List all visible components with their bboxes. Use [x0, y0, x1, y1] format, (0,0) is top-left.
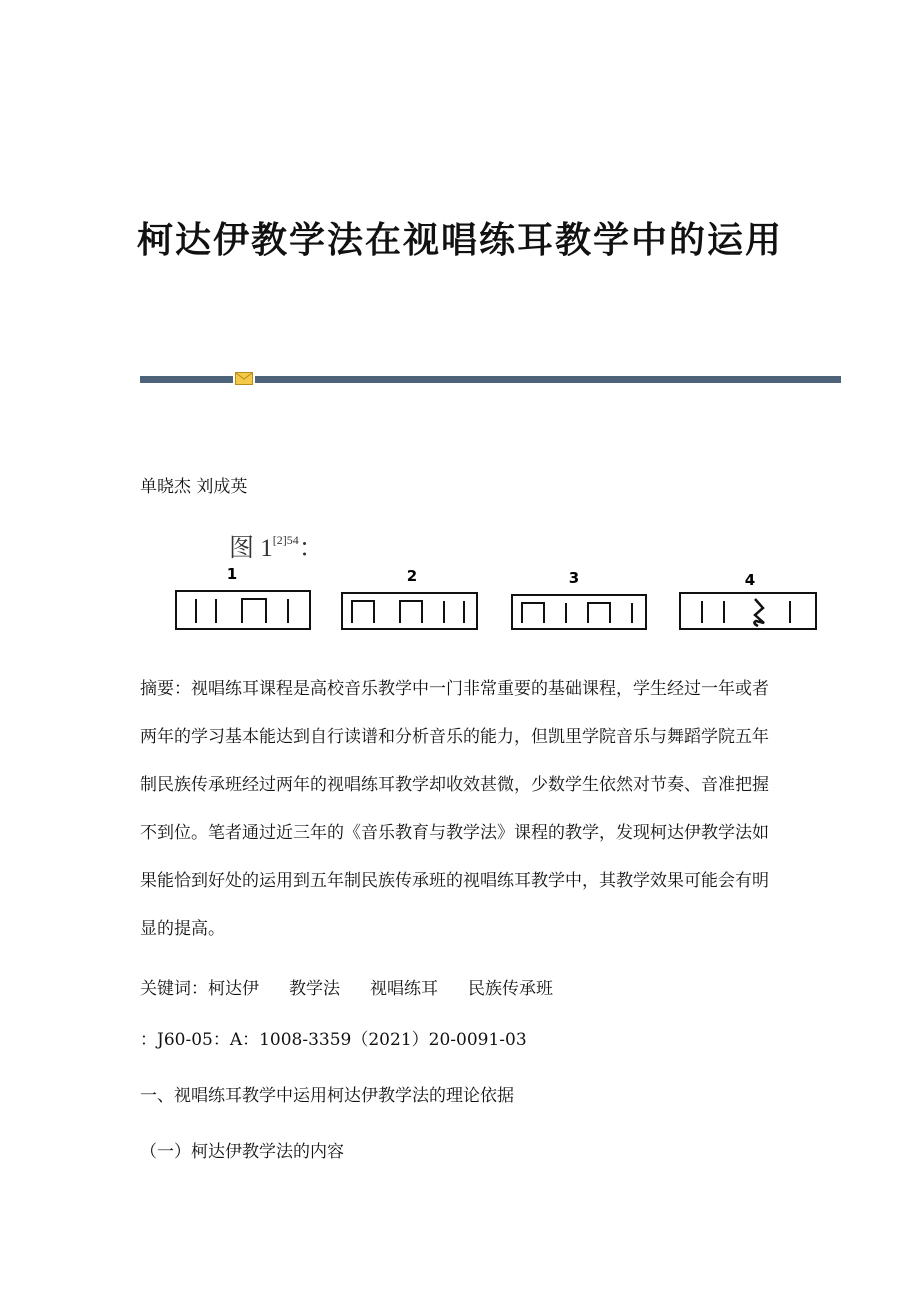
figure-caption-main: 图 1	[229, 535, 273, 562]
rhythm-box-number: 4	[744, 571, 756, 589]
rhythm-box	[176, 591, 310, 629]
rhythm-box	[342, 593, 477, 629]
rhythm-box-number: 2	[406, 567, 418, 585]
title-rule-right	[255, 376, 841, 383]
keywords	[140, 965, 780, 1013]
keywords-label: 关键词：	[140, 979, 208, 999]
figure-caption	[229, 528, 324, 564]
document-title: 柯达伊教学法在视唱练耳教学中的运用	[136, 219, 783, 261]
figure-caption-colon: ：	[298, 535, 324, 562]
rhythm-figure	[170, 565, 822, 635]
rhythm-box	[512, 595, 646, 629]
rhythm-box-number: 1	[226, 565, 238, 583]
rhythm-box	[680, 593, 816, 629]
abstract-label: 摘要：	[140, 679, 191, 699]
keyword: 柯达伊	[208, 979, 259, 999]
quarter-rest-icon	[754, 599, 764, 626]
classification-codes: ：J60-05：A：1008-3359（2021）20-0091-03	[140, 1030, 527, 1050]
envelope-icon	[235, 372, 253, 385]
figure-caption-citation: [2]54	[272, 533, 299, 547]
subsection-heading: （一）柯达伊教学法的内容	[140, 1142, 344, 1162]
abstract	[140, 665, 780, 953]
keyword: 民族传承班	[468, 979, 553, 999]
keyword: 视唱练耳	[370, 979, 438, 999]
rhythm-box-number: 3	[568, 569, 580, 587]
section-heading: 一、视唱练耳教学中运用柯达伊教学法的理论依据	[140, 1086, 514, 1106]
abstract-text: 视唱练耳课程是高校音乐教学中一门非常重要的基础课程，学生经过一年或者两年的学习基本能达到自行读谱和分析音乐的能力，但凯里学院音乐与舞蹈学院五年制民族传承班经过两年的视唱练耳教学却收效甚微，少数学生依然对节奏、音准把握不到位。笔者通过近三年的《音乐教育与教学法》课程的教学，发现柯达伊教学法如果能恰到好处的运用到五年制民族传承班的视唱练耳教学中，其教学效果可能会有明显的提高。	[140, 679, 769, 939]
title-rule-left	[140, 376, 233, 383]
authors: 单晓杰 刘成英	[140, 477, 248, 497]
keyword: 教学法	[289, 979, 340, 999]
